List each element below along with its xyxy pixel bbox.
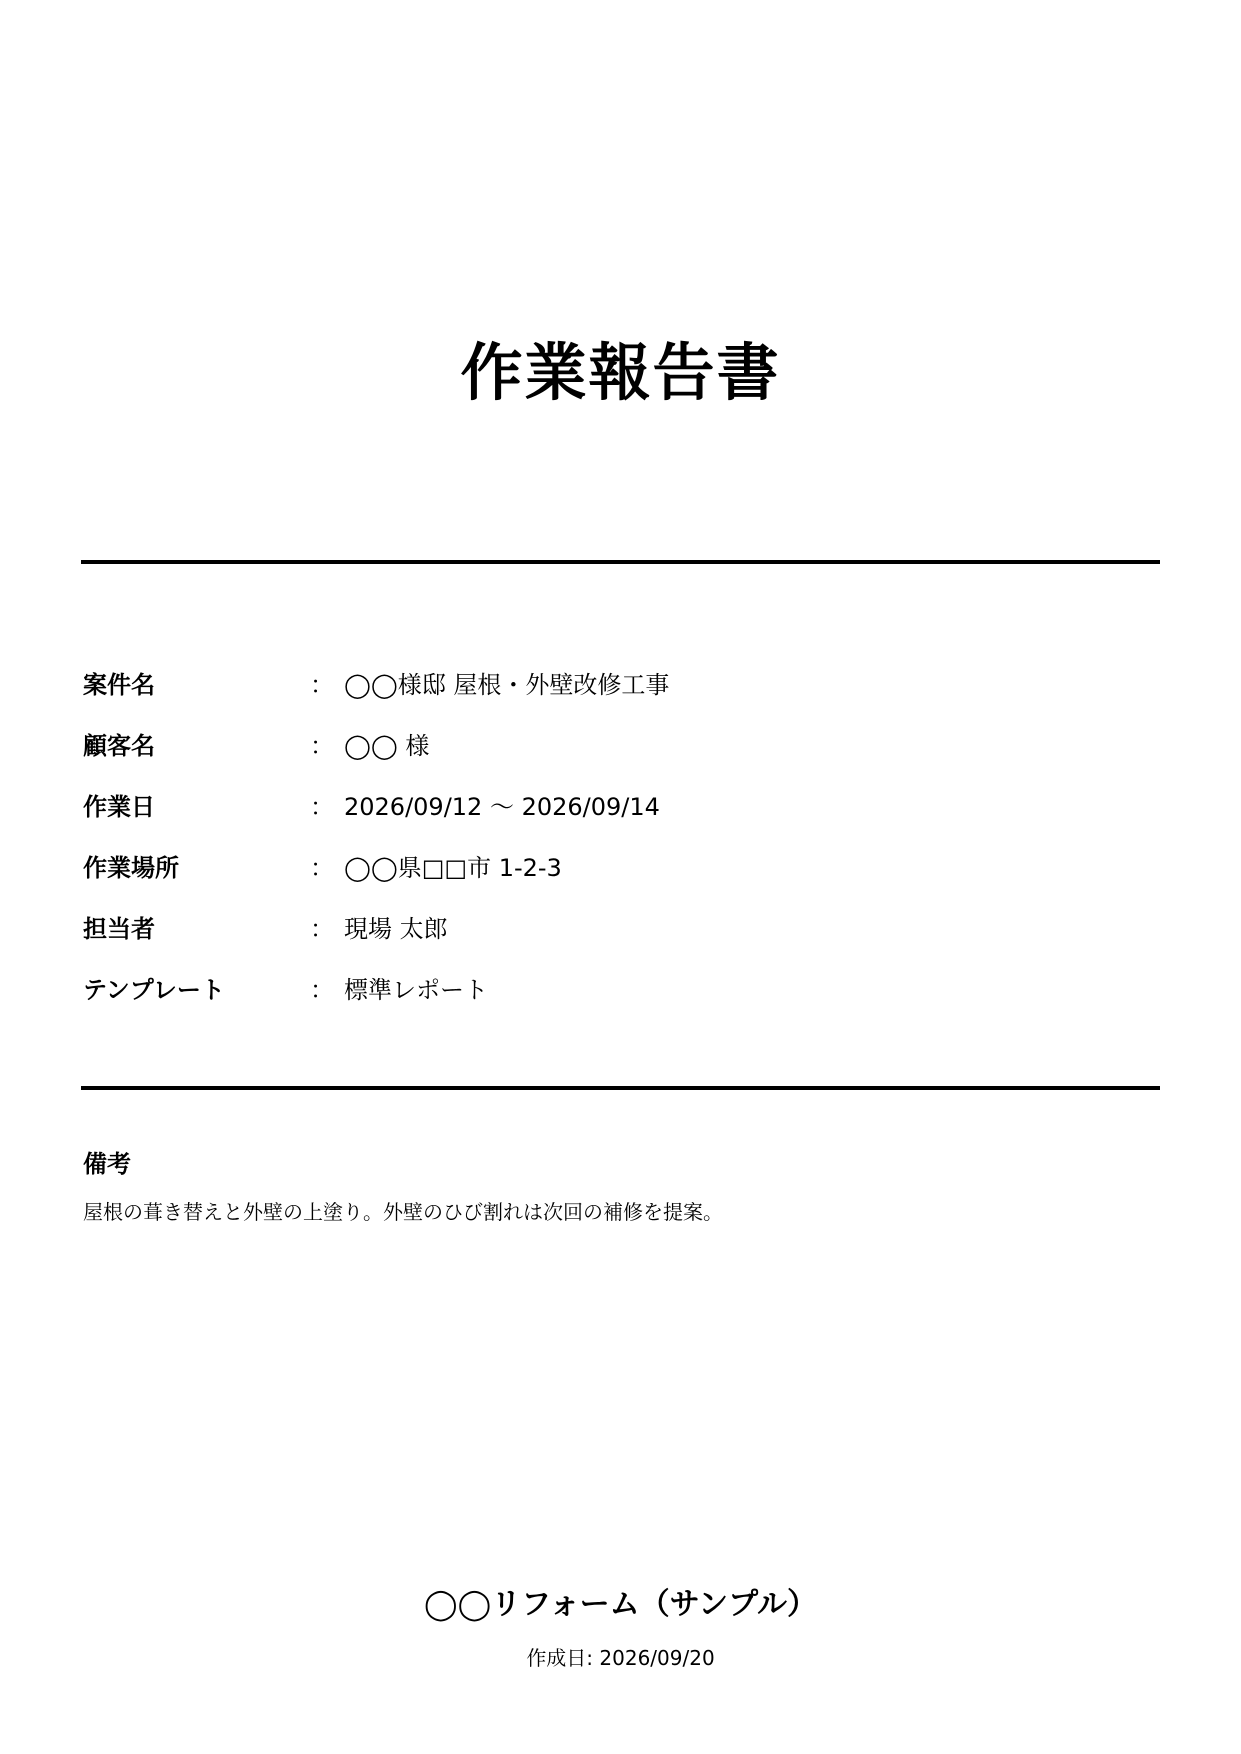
info-value: ◯◯ 様 — [344, 732, 430, 760]
info-colon: ： — [310, 915, 334, 943]
info-value: 現場 太郎 — [344, 915, 448, 943]
info-row-work-date — [83, 774, 1153, 835]
document-title: 作業報告書 — [460, 336, 781, 409]
info-colon: ： — [310, 976, 334, 1004]
remarks-body: 屋根の葺き替えと外壁の上塗り。外壁のひび割れは次回の補修を提案。 — [83, 1200, 723, 1224]
bottom-divider — [81, 1086, 1160, 1090]
info-label: 作業日 — [83, 793, 155, 821]
info-value: ◯◯様邸 屋根・外壁改修工事 — [344, 671, 670, 699]
info-label: 作業場所 — [83, 854, 179, 882]
info-value: 標準レポート — [344, 976, 488, 1004]
info-label: 案件名 — [83, 671, 155, 699]
top-divider — [81, 560, 1160, 564]
info-row-customer — [83, 713, 1153, 774]
info-row-project — [83, 652, 1153, 713]
info-table — [83, 652, 1153, 1018]
info-colon: ： — [310, 793, 334, 821]
remarks-heading: 備考 — [83, 1150, 131, 1178]
info-label: 顧客名 — [83, 732, 155, 760]
info-colon: ： — [310, 732, 334, 760]
info-label: 担当者 — [83, 915, 155, 943]
info-label: テンプレート — [83, 976, 225, 1004]
info-row-location — [83, 835, 1153, 896]
info-value: 2026/09/12 〜 2026/09/14 — [344, 793, 660, 821]
info-value: ◯◯県□□市 1-2-3 — [344, 854, 562, 882]
info-row-assignee — [83, 896, 1153, 957]
info-colon: ： — [310, 671, 334, 699]
info-colon: ： — [310, 854, 334, 882]
created-date: 作成日: 2026/09/20 — [526, 1646, 715, 1670]
company-name: ◯◯リフォーム（サンプル） — [424, 1587, 817, 1622]
info-row-template — [83, 957, 1153, 1018]
